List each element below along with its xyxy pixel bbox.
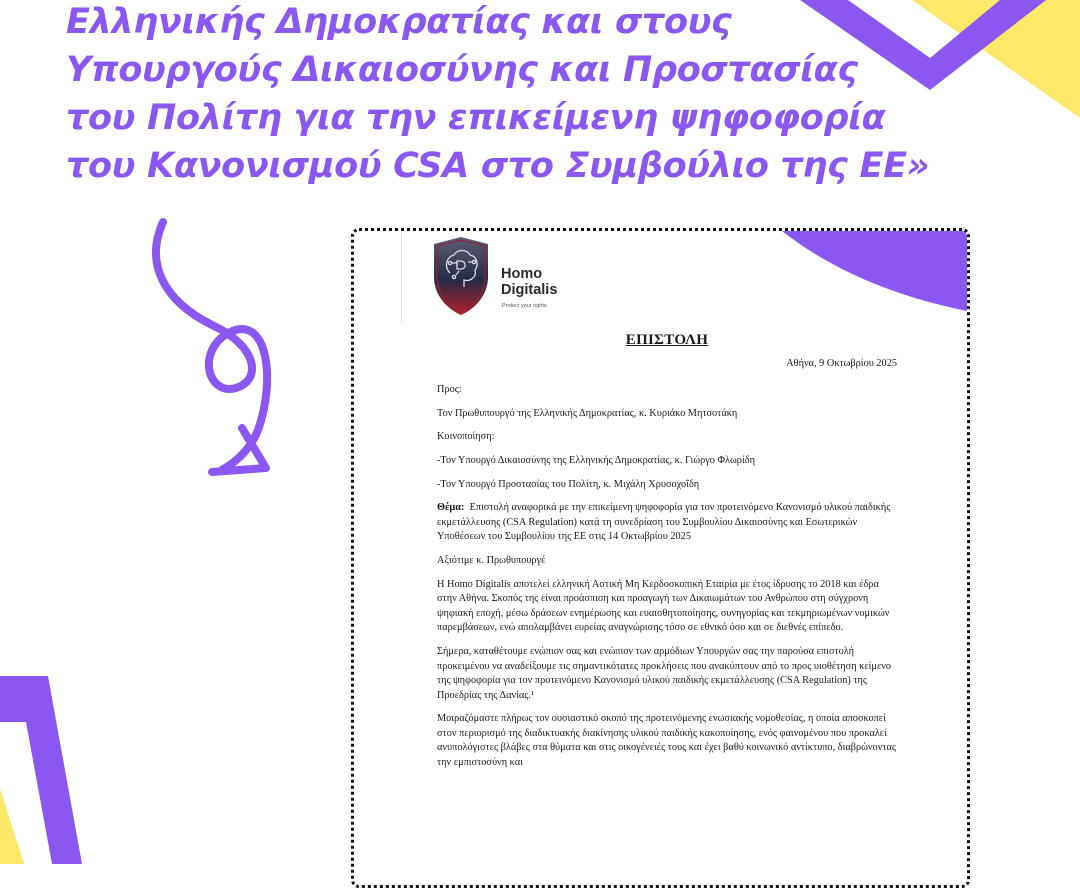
subject-label: Θέμα: xyxy=(437,502,465,514)
subject-text: Επιστολή αναφορικά με την επικείμενη ψηφοφορία για τον προτεινόμενο Κανονισμό υλικού παιδικής εκμετάλλευσης (CSA Regulation) κατά τη συνεδρίαση του Συμβουλίου Δικαιοσύνης και Εσωτερικών Υποθέσεων του Συμβουλίου της ΕΕ στις 14 Οκτωβρίου 2025 xyxy=(437,502,891,543)
headline-line-1: Ελληνικής Δημοκρατίας και στους xyxy=(66,2,732,42)
headline xyxy=(66,0,930,190)
cc-recipient-2: -Τον Υπουργό Προστασίας του Πολίτη, κ. Μιχάλη Χρυσοχοΐδη xyxy=(437,478,700,490)
curly-arrow-icon xyxy=(156,222,267,472)
logo-tagline: Protect your rights xyxy=(502,303,547,309)
brain-shield-icon xyxy=(430,235,492,317)
paragraph-1: Η Homo Digitalis αποτελεί ελληνική Αστική Μη Κερδοσκοπική Εταιρία με έτος ίδρυσης το 2018 και έδρα στην Αθήνα. Σκοπός της είναι προάσπιση και προαγωγή των Δικαιωμάτων του Ανθρώπου στη σύγχρονη ψηφιακή εποχή, μέσω δράσεων ενημέρωσης και ευαισθητοποίησης, συνηγορίας και τεκμηριωμένων νομικών παρεμβάσεων, ενώ απολαμβάνει ευρείας αναγνώρισης τόσο σε εθνικό όσο και σε διεθνές επίπεδο. xyxy=(437,578,890,634)
logo-name-line-1: Homo xyxy=(501,266,543,282)
paragraph-3: Μοιραζόμαστε πλήρως τον ουσιαστικό σκοπό της προτεινόμενης ενωσιακής νομοθεσίας, η οποία αποσκοπεί στον περιορισμό της διαδικτυακής διακίνησης υλικού παιδικής κακοποίησης, ενός φαινομένου που προκαλεί ανυπολόγιστες βλάβες στα θύματα και στις οικογένειές τους και έχει βαθύ κοινωνικό αντίκτυπο, διαβρώνοντας την εμπιστοσύνη και xyxy=(437,713,896,769)
headline-line-4: του Κανονισμού CSA στο Συμβούλιο της ΕΕ» xyxy=(66,146,930,186)
logo-name-line-2: Digitalis xyxy=(501,282,558,298)
recipient: Τον Πρωθυπουργό της Ελληνικής Δημοκρατίας, κ. Κυριάκο Μητσοτάκη xyxy=(437,407,738,419)
logo-separator xyxy=(401,231,402,323)
letter-date: Αθήνα, 9 Οκτωβρίου 2025 xyxy=(786,357,897,369)
cc-label: Κοινοποίηση: xyxy=(437,431,495,443)
cc-recipient-1: -Τον Υπουργό Δικαιοσύνης της Ελληνικής Δημοκρατίας, κ. Γιώργο Φλωρίδη xyxy=(437,454,755,466)
purple-corner-wave xyxy=(767,231,967,311)
yellow-bottom-wedge xyxy=(0,788,24,864)
to-label: Προς: xyxy=(437,384,462,396)
headline-line-2: Υπουργούς Δικαιοσύνης και Προστασίας xyxy=(66,50,858,90)
headline-line-3: του Πολίτη για την επικείμενη ψηφοφορία xyxy=(66,98,886,138)
salutation: Αξιότιμε κ. Πρωθυπουργέ xyxy=(437,554,546,566)
homo-digitalis-logo xyxy=(430,235,650,325)
subject xyxy=(437,501,897,545)
paragraph-2: Σήμερα, καταθέτουμε ενώπιον σας και ενώπιον των αρμόδιων Υπουργών σας την παρούσα επιστολή προκειμένου να αναδείξουμε τις σημαντικότατες προκλήσεις που ανακύπτουν από το προς υιοθέτηση κείμενο της ψηφοφορία για τον προτεινόμενο Κανονισμό υλικού παιδικής εκμετάλλευσης (CSA Regulation) της Προεδρίας της Δανίας.¹ xyxy=(437,645,892,701)
logo-wordmark xyxy=(501,266,557,298)
letter-body xyxy=(437,327,897,780)
letter-document-frame xyxy=(351,228,970,888)
letter-title: ΕΠΙΣΤΟΛΗ xyxy=(625,332,709,348)
